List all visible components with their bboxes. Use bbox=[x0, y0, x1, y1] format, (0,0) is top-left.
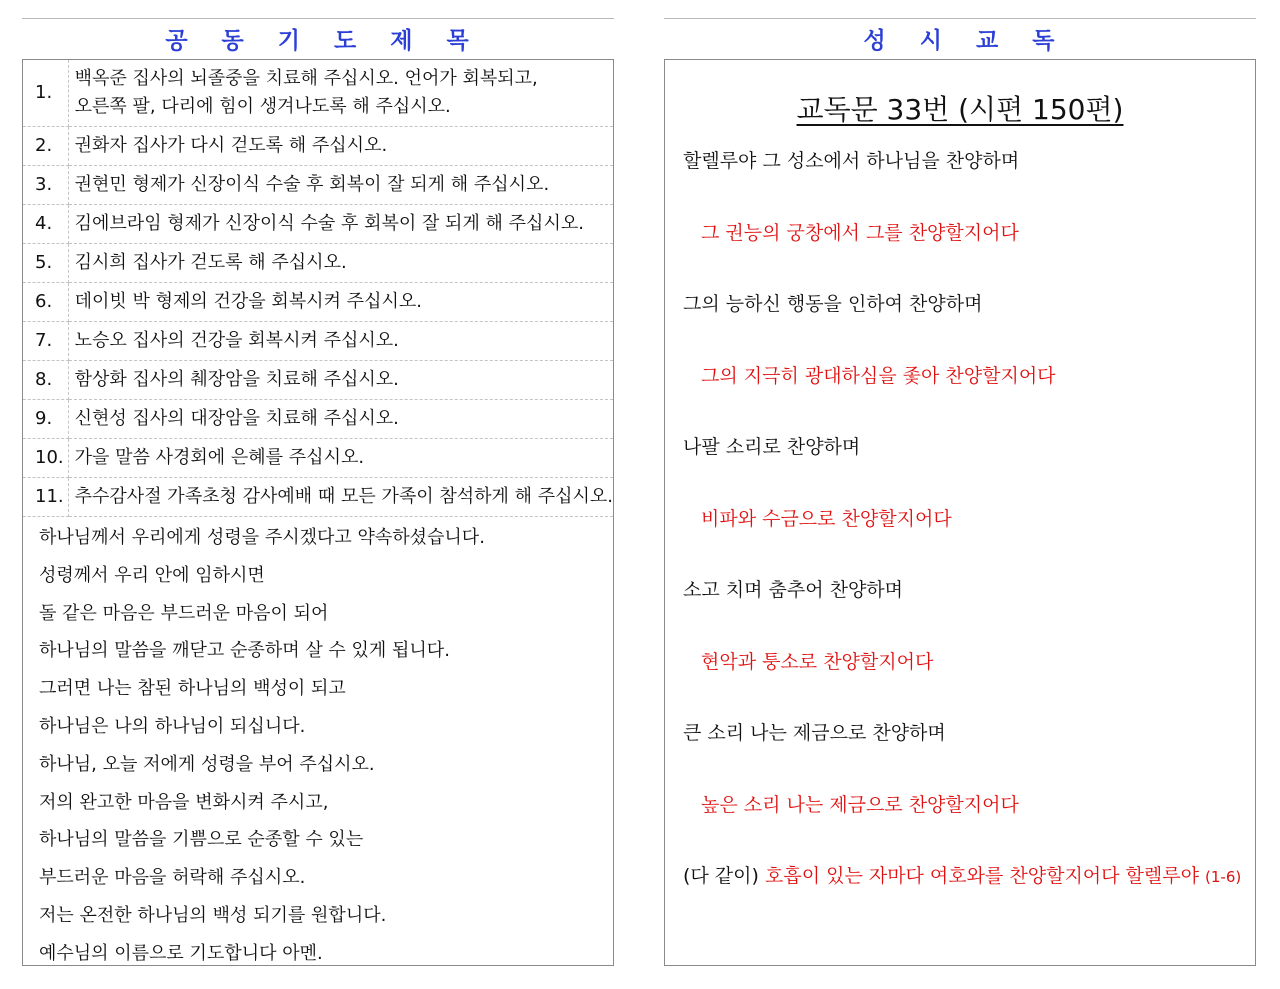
prayer-item bbox=[23, 439, 613, 478]
prayer-item bbox=[23, 205, 613, 244]
prayer-number: 6. bbox=[23, 283, 68, 322]
prayer-item bbox=[23, 60, 613, 127]
prayer-number: 11. bbox=[23, 478, 68, 517]
confession-line: 그러면 나는 참된 하나님의 백성이 되고 bbox=[39, 678, 346, 700]
leader-verse: 할렐루야 그 성소에서 하나님을 찬양하며 bbox=[683, 150, 1020, 172]
prayer-number: 3. bbox=[23, 166, 68, 205]
prayer-text-line: 권화자 집사가 다시 걷도록 해 주십시오. bbox=[74, 135, 388, 156]
prayer-item bbox=[23, 400, 613, 439]
prayer-number: 7. bbox=[23, 322, 68, 361]
congregation-verse: 그의 지극히 광대하심을 좇아 찬양할지어다 bbox=[701, 364, 1056, 387]
prayer-text-line: 백옥준 집사의 뇌졸중을 치료해 주십시오. 언어가 회복되고, bbox=[74, 68, 538, 89]
prayer-text-line: 김에브라임 형제가 신장이식 수술 후 회복이 잘 되게 해 주십시오. bbox=[74, 213, 584, 234]
confession-line: 하나님의 말씀을 기쁨으로 순종할 수 있는 bbox=[39, 829, 364, 851]
prayer-text bbox=[68, 60, 613, 127]
prayer-list bbox=[23, 60, 613, 517]
prayer-text bbox=[68, 400, 613, 439]
confession-line: 성령께서 우리 안에 임하시면 bbox=[39, 564, 265, 586]
prayer-text-line: 데이빗 박 형제의 건강을 회복시켜 주십시오. bbox=[74, 291, 422, 312]
prayer-text bbox=[68, 205, 613, 244]
prayer-text bbox=[68, 322, 613, 361]
prayer-text-line: 권현민 형제가 신장이식 수술 후 회복이 잘 되게 해 주십시오. bbox=[74, 174, 550, 195]
final-text: 호흡이 있는 자마다 여호와를 찬양할지어다 할렐루야 bbox=[764, 865, 1199, 887]
prayer-text-line: 추수감사절 가족초청 감사예배 때 모든 가족이 참석하게 해 주십시오. bbox=[74, 486, 613, 507]
reading-section-title: 성 시 교 독 bbox=[863, 28, 1057, 54]
confession-prayer bbox=[23, 517, 613, 973]
prayer-number: 9. bbox=[23, 400, 68, 439]
congregation-verse: 비파와 수금으로 찬양할지어다 bbox=[701, 507, 952, 530]
prayer-text bbox=[68, 127, 613, 166]
prayer-box bbox=[22, 59, 614, 966]
prayer-number: 5. bbox=[23, 244, 68, 283]
prayer-text-line: 신현성 집사의 대장암을 치료해 주십시오. bbox=[74, 408, 399, 429]
responsive-reading bbox=[665, 146, 1255, 861]
reading-box bbox=[664, 59, 1256, 966]
prayer-text bbox=[68, 166, 613, 205]
prayer-text-line: 김시희 집사가 걷도록 해 주십시오. bbox=[74, 252, 347, 273]
leader-verse: 그의 능하신 행동을 인하여 찬양하며 bbox=[683, 293, 983, 315]
final-prefix: (다 같이) bbox=[683, 865, 759, 887]
final-reference: (1-6) bbox=[1205, 868, 1242, 886]
confession-line: 예수님의 이름으로 기도합니다 아멘. bbox=[39, 942, 323, 964]
reading-section-header bbox=[664, 18, 1256, 58]
confession-line: 하나님, 오늘 저에게 성령을 부어 주십시오. bbox=[39, 753, 375, 775]
prayer-section-title: 공 동 기 도 제 목 bbox=[165, 28, 471, 54]
congregation-verse: 현악과 퉁소로 찬양할지어다 bbox=[701, 650, 934, 673]
prayer-number: 2. bbox=[23, 127, 68, 166]
confession-line: 부드러운 마음을 허락해 주십시오. bbox=[39, 867, 306, 889]
confession-line: 저의 완고한 마음을 변화시켜 주시고, bbox=[39, 791, 329, 813]
prayer-item bbox=[23, 166, 613, 205]
prayer-item bbox=[23, 127, 613, 166]
prayer-text-line: 노승오 집사의 건강을 회복시켜 주십시오. bbox=[74, 330, 399, 351]
final-verse bbox=[665, 861, 1255, 892]
prayer-number: 1. bbox=[23, 60, 68, 127]
prayer-item bbox=[23, 322, 613, 361]
prayer-text-line: 함상화 집사의 췌장암을 치료해 주십시오. bbox=[74, 369, 399, 390]
leader-verse: 큰 소리 나는 제금으로 찬양하며 bbox=[683, 722, 946, 744]
confession-line: 돌 같은 마음은 부드러운 마음이 되어 bbox=[39, 602, 329, 624]
confession-line: 하나님은 나의 하나님이 되십니다. bbox=[39, 715, 306, 737]
confession-line: 하나님께서 우리에게 성령을 주시겠다고 약속하셨습니다. bbox=[39, 527, 485, 548]
prayer-item bbox=[23, 283, 613, 322]
leader-verse: 소고 치며 춤추어 찬양하며 bbox=[683, 579, 904, 601]
reading-title-text: 교독문 33번 (시편 150편) bbox=[796, 93, 1124, 126]
prayer-text bbox=[68, 478, 613, 517]
congregation-verse: 그 권능의 궁창에서 그를 찬양할지어다 bbox=[701, 221, 1019, 244]
prayer-text bbox=[68, 244, 613, 283]
prayer-text bbox=[68, 361, 613, 400]
prayer-item bbox=[23, 478, 613, 517]
prayer-section-header bbox=[22, 18, 614, 58]
prayer-text bbox=[68, 439, 613, 478]
leader-verse: 나팔 소리로 찬양하며 bbox=[683, 436, 861, 458]
prayer-number: 10. bbox=[23, 439, 68, 478]
prayer-number: 8. bbox=[23, 361, 68, 400]
prayer-number: 4. bbox=[23, 205, 68, 244]
prayer-item bbox=[23, 361, 613, 400]
congregation-verse: 높은 소리 나는 제금으로 찬양할지어다 bbox=[701, 793, 1019, 816]
prayer-item bbox=[23, 244, 613, 283]
reading-title bbox=[665, 88, 1255, 132]
prayer-text-line: 오른쪽 팔, 다리에 힘이 생겨나도록 해 주십시오. bbox=[74, 96, 451, 117]
prayer-text-line: 가을 말씀 사경회에 은혜를 주십시오. bbox=[74, 447, 365, 468]
prayer-text bbox=[68, 283, 613, 322]
confession-line: 저는 온전한 하나님의 백성 되기를 원합니다. bbox=[39, 904, 387, 926]
confession-line: 하나님의 말씀을 깨닫고 순종하며 살 수 있게 됩니다. bbox=[39, 640, 450, 662]
